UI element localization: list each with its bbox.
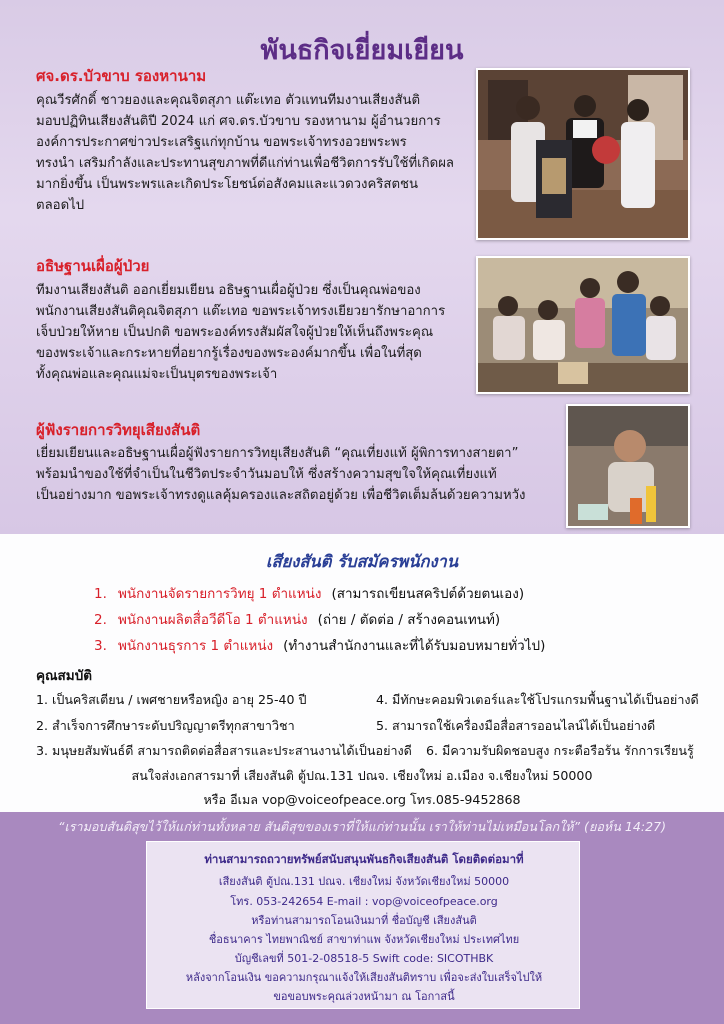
job-number: 3. xyxy=(94,638,107,654)
body-line: เป็นอย่างมาก ขอพระเจ้าทรงดูแลคุ้มครองและสถิตอยู่ด้วย เพื่อชีวิตเต็มล้นด้วยความหวัง xyxy=(36,488,526,503)
donation-line: หลังจากโอนเงิน ขอความกรุณาแจ้งให้เสียงสันติทราบ เพื่อจะส่งใบเสร็จไปให้ xyxy=(185,971,543,984)
qualification-item: 1. เป็นคริสเตียน / เพศชายหรือหญิง อายุ 25-40 ปี xyxy=(36,692,307,707)
job-description: (ทำงานสำนักงานและที่ได้รับมอบหมายทั่วไป) xyxy=(283,638,546,654)
body-line: เยี่ยมเยียนและอธิษฐานเผื่อผู้ฟังรายการวิทยุเสียงสันติ “คุณเที่ยงแท้ ผู้พิการทางสายตา” xyxy=(36,446,519,461)
donation-line: โทร. 053-242654 E-mail : vop@voiceofpeace.org xyxy=(230,895,498,908)
job-name: พนักงานจัดรายการวิทยุ 1 ตำแหน่ง xyxy=(118,586,322,602)
body-line: เจ็บป่วยให้หาย เป็นปกติ ขอพระองค์ทรงสัมผัสใจผู้ป่วยให้เห็นถึงพระคุณ xyxy=(36,325,434,340)
qualification-item: 3. มนุษยสัมพันธ์ดี สามารถติดต่อสื่อสารและประสานงานได้เป็นอย่างดี xyxy=(36,743,412,758)
job-number: 1. xyxy=(94,586,107,602)
section-heading-1: ศจ.ดร.บัวขาบ รองหานาม xyxy=(36,67,207,85)
donation-line: ขอขอบพระคุณล่วงหน้ามา ณ โอกาสนี้ xyxy=(273,990,455,1003)
donation-line: เสียงสันติ ตู้ปณ.131 ปณจ. เชียงใหม่ จังหวัดเชียงใหม่ 50000 xyxy=(218,875,510,888)
photo-listener-visit xyxy=(566,404,690,528)
body-line: องค์การประกาศข่าวประเสริฐแก่ทุกบ้าน ขอพระเจ้าทรงอวยพระพร xyxy=(36,135,407,150)
donation-box xyxy=(146,841,580,1009)
photo-calendar-presentation xyxy=(476,68,690,240)
section-heading-2: อธิษฐานเผื่อผู้ป่วย xyxy=(36,257,150,275)
body-line: พนักงานเสียงสันติคุณจิตสุภา แต๊ะเทอ ขอพระเจ้าทรงเยียวยารักษาอาการ xyxy=(36,304,446,319)
donation-line: หรือท่านสามารถโอนเงินมาที่ ชื่อบัญชี เสียงสันติ xyxy=(251,914,477,927)
section-heading-3: ผู้ฟังรายการวิทยุเสียงสันติ xyxy=(36,421,201,439)
qualification-item: 2. สำเร็จการศึกษาระดับปริญญาตรีทุกสาขาวิชา xyxy=(36,718,295,733)
body-line: ตลอดไป xyxy=(36,198,85,213)
section-body-1 xyxy=(36,90,454,216)
photo-patient-visit xyxy=(476,256,690,394)
job-description: (ถ่าย / ตัดต่อ / สร้างคอนเทนท์) xyxy=(317,612,501,628)
job-name: พนักงานผลิตสื่อวีดีโอ 1 ตำแหน่ง xyxy=(118,612,308,628)
job-description: (สามารถเขียนสคริปต์ด้วยตนเอง) xyxy=(331,586,525,602)
qualification-item: 5. สามารถใช้เครื่องมือสื่อสารออนไลน์ได้เป็นอย่างดี xyxy=(376,718,656,733)
body-line: มากยิ่งขึ้น เป็นพระพรและเกิดประโยชน์ต่อสังคมและแวดวงคริสตชน xyxy=(36,177,418,192)
donation-line: บัญชีเลขที่ 501-2-08518-5 Swift code: SICOTHBK xyxy=(234,952,494,965)
recruitment-title: เสียงสันติ รับสมัครพนักงาน xyxy=(265,552,459,571)
application-contact: หรือ อีเมล vop@voiceofpeace.org โทร.085-9452868 xyxy=(203,792,521,807)
job-item xyxy=(94,582,524,604)
job-name: พนักงานธุรการ 1 ตำแหน่ง xyxy=(118,638,274,654)
section-body-2 xyxy=(36,280,445,385)
qualifications-heading: คุณสมบัติ xyxy=(36,668,93,684)
body-line: คุณวีรศักดิ์ ชาวยองและคุณจิตสุภา แต๊ะเทอ ตัวแทนทีมงานเสียงสันติ xyxy=(36,93,421,108)
body-line: ทีมงานเสียงสันติ ออกเยี่ยมเยียน อธิษฐานเผื่อผู้ป่วย ซึ่งเป็นคุณพ่อของ xyxy=(36,283,421,298)
body-line: มอบปฏิทินเสียงสันติปี 2024 แก่ ศจ.ดร.บัวขาบ รองหานาม ผู้อำนวยการ xyxy=(36,114,441,129)
job-number: 2. xyxy=(94,612,107,628)
job-item xyxy=(94,634,545,656)
qualification-item: 6. มีความรับผิดชอบสูง กระตือรือร้น รักการเรียนรู้ xyxy=(426,743,694,758)
donation-title: ท่านสามารถถวายทรัพย์สนับสนุนพันธกิจเสียงสันติ โดยติดต่อมาที่ xyxy=(204,852,524,866)
job-item xyxy=(94,608,500,630)
qualification-item: 4. มีทักษะคอมพิวเตอร์และใช้โปรแกรมพื้นฐานได้เป็นอย่างดี xyxy=(376,692,699,707)
body-line: ทรงนำ เสริมกำลังและประทานสุขภาพที่ดีแก่ท่านเพื่อชีวิตการรับใช้ที่เกิดผล xyxy=(36,156,455,171)
body-line: พร้อมนำของใช้ที่จำเป็นในชีวิตประจำวันมอบให้ ซึ่งสร้างความสุขใจให้คุณเที่ยงแท้ xyxy=(36,467,497,482)
page-title: พันธกิจเยี่ยมเยียน xyxy=(260,35,464,66)
donation-line: ชื่อธนาคาร ไทยพาณิชย์ สาขาท่าแพ จังหวัดเชียงใหม่ ประเทศไทย xyxy=(208,933,520,946)
bible-quote: “เรามอบสันติสุขไว้ให้แก่ท่านทั้งหลาย สันติสุขของเราที่ให้แก่ท่านนั้น เราให้ท่านไม่เหมือนโลกให้” (ยอห์น 14:27) xyxy=(57,819,667,834)
body-line: ของพระเจ้าและกระหายที่อยากรู้เรื่องของพระองค์มากขึ้น เพื่อในที่สุด xyxy=(36,346,422,361)
section-body-3 xyxy=(36,443,526,506)
body-line: ทั้งคุณพ่อและคุณแม่จะเป็นบุตรของพระเจ้า xyxy=(36,367,278,382)
application-address: สนใจส่งเอกสารมาที่ เสียงสันติ ตู้ปณ.131 ปณจ. เชียงใหม่ อ.เมือง จ.เชียงใหม่ 50000 xyxy=(131,768,593,783)
